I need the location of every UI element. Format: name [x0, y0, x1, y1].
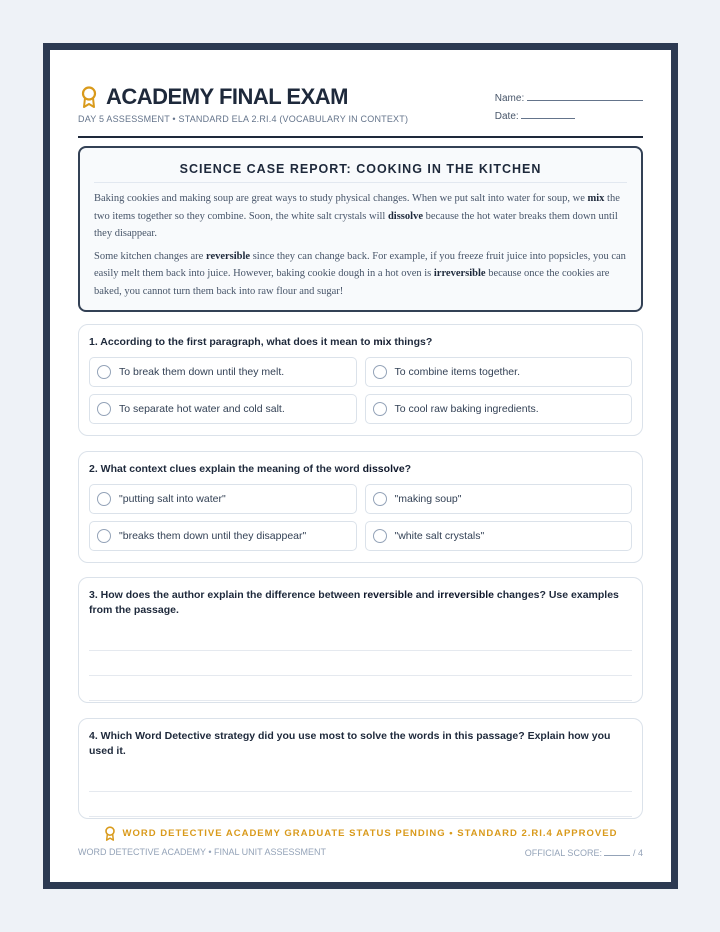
passage-title: SCIENCE CASE REPORT: COOKING IN THE KITCHEN [94, 162, 627, 183]
name-blank[interactable] [527, 92, 643, 101]
vocab-dissolve: dissolve [387, 210, 423, 222]
page-frame [43, 43, 678, 889]
page-subtitle: DAY 5 ASSESSMENT • STANDARD ELA 2.RI.4 (VOCABULARY IN CONTEXT) [78, 114, 409, 124]
q2-option-d[interactable]: "white salt crystals" [365, 521, 633, 551]
radio-icon[interactable] [97, 529, 111, 543]
q1-option-b[interactable]: To combine items together. [365, 357, 633, 387]
passage-paragraph-1: Baking cookies and making soup are great ways to study physical changes. When we put salt into water for soup, we mix the two items together so they combine. Soon, the white salt crystals will dissolve because the hot water breaks them down until they disappear. [94, 193, 620, 239]
radio-icon[interactable] [373, 365, 387, 379]
vocab-reversible: reversible [205, 250, 251, 262]
passage-paragraph-2: Some kitchen changes are reversible since they can change back. For example, if you freeze fruit juice into popsicles, you can easily melt them back into juice. However, baking cookie dough in a hot oven is irreversible because once the cookies are baked, you cannot turn them back into raw flour and sugar! [94, 250, 626, 297]
radio-icon[interactable] [373, 529, 387, 543]
title-row [80, 84, 348, 110]
date-field[interactable] [495, 108, 643, 126]
page-footer [78, 847, 643, 858]
answer-line[interactable] [89, 792, 632, 817]
question-2-card [78, 451, 643, 563]
q1-option-d[interactable]: To cool raw baking ingredients. [365, 394, 633, 424]
answer-line[interactable] [89, 626, 632, 651]
answer-line[interactable] [89, 651, 632, 676]
name-label: Name: [494, 93, 525, 104]
exam-header [78, 50, 643, 138]
score-blank[interactable] [604, 847, 630, 856]
name-field[interactable] [495, 90, 643, 108]
vocab-mix: mix [587, 193, 605, 204]
medal-icon [104, 826, 116, 841]
date-label: Date: [494, 111, 519, 122]
question-2-options [89, 484, 632, 551]
date-blank[interactable] [521, 110, 575, 119]
answer-line[interactable] [89, 676, 632, 701]
radio-icon[interactable] [373, 492, 387, 506]
question-3-text: 3. How does the author explain the difference between reversible and irreversible changes? Use examples from the passage. [89, 589, 619, 616]
question-4-text: 4. Which Word Detective strategy did you use most to solve the words in this passage? Explain how you used it. [89, 730, 611, 757]
q2-option-a[interactable]: "putting salt into water" [89, 484, 357, 514]
banner-text: WORD DETECTIVE ACADEMY GRADUATE STATUS PENDING • STANDARD 2.RI.4 APPROVED [122, 828, 618, 839]
radio-icon[interactable] [97, 402, 111, 416]
radio-icon[interactable] [97, 365, 111, 379]
q1-option-c[interactable]: To separate hot water and cold salt. [89, 394, 357, 424]
student-fields [495, 90, 643, 126]
page-title: ACADEMY FINAL EXAM [106, 84, 348, 109]
footer-left: WORD DETECTIVE ACADEMY • FINAL UNIT ASSESSMENT [78, 847, 327, 857]
q2-option-b[interactable]: "making soup" [365, 484, 633, 514]
radio-icon[interactable] [97, 492, 111, 506]
radio-icon[interactable] [373, 402, 387, 416]
answer-line[interactable] [89, 767, 632, 792]
question-2-text: 2. What context clues explain the meaning of the word dissolve? [89, 463, 412, 475]
question-1-options [89, 357, 632, 424]
question-4-answer-area[interactable] [89, 767, 632, 817]
q1-option-a[interactable]: To break them down until they melt. [89, 357, 357, 387]
q2-option-c[interactable]: "breaks them down until they disappear" [89, 521, 357, 551]
passage-card [78, 146, 643, 312]
question-4-card [78, 718, 643, 819]
question-3-answer-area[interactable] [89, 626, 632, 701]
vocab-irreversible: irreversible [433, 268, 486, 279]
medal-icon [80, 86, 98, 108]
question-1-text: 1. According to the first paragraph, what does it mean to mix things? [89, 336, 433, 348]
question-1-card [78, 324, 643, 436]
question-3-card [78, 577, 643, 703]
official-score: OFFICIAL SCORE: / 4 [524, 848, 643, 858]
status-banner [78, 826, 643, 841]
exam-page [50, 50, 671, 882]
